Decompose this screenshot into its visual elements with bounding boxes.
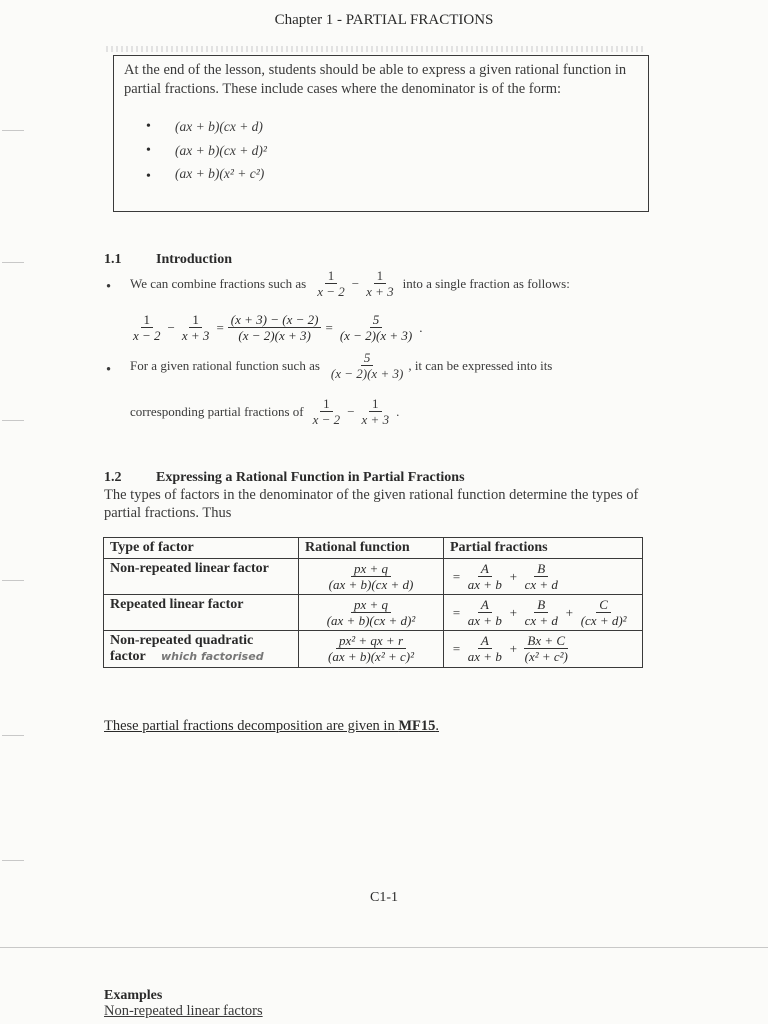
intro-text: For a given rational function such as xyxy=(130,357,320,373)
table-row xyxy=(104,631,643,668)
table-header-row xyxy=(104,538,643,559)
intro-line-2 xyxy=(130,350,552,381)
form-2: (ax + b)(cx + d)² xyxy=(175,143,267,158)
page-divider xyxy=(0,947,768,948)
rational-function: $\frac{px + q}{(ax + b)(cx + d)}$ xyxy=(299,559,444,595)
intro-text: , it can be expressed into its xyxy=(408,357,553,373)
intro-line-1: We can combine fractions such as $\frac{1}{x - 2}$ − $\frac{1}{x + 3}$ into a single fraction as follows: xyxy=(130,268,570,299)
factor-type: Repeated linear factor xyxy=(104,595,299,631)
examples-subheading: Non-repeated linear factors xyxy=(104,1003,263,1019)
combination-equation: $\frac{1}{x - 2}$ − $\frac{1}{x + 3}$ = $\frac{(x + 3) - (x - 2)}{(x - 2)(x + 3)}$ = $\frac{5}{(x - 2)(x + 3)}$ . xyxy=(128,312,424,343)
rational-function: $\frac{px + q}{\text{(ax + b)(cx + d)²}}$ xyxy=(299,595,444,631)
rational-function: $\frac{\text{px² + qx + r}}{\text{(ax + b)(x² + c)²}}$ xyxy=(299,631,444,668)
column-header: Partial fractions xyxy=(444,538,643,559)
section-body: The types of factors in the denominator of the given rational function determine the types of partial fractions. Thus xyxy=(104,487,639,521)
intro-line-3: corresponding partial fractions of $\frac{1}{x - 2}$ − $\frac{1}{x + 3}$ . xyxy=(130,396,400,427)
section-heading: Introduction xyxy=(156,252,232,267)
page-number: C1-1 xyxy=(370,890,398,905)
page-title: Chapter 1 - PARTIAL FRACTIONS xyxy=(274,12,494,28)
column-header: Type of factor xyxy=(104,538,299,559)
bullet: • xyxy=(146,119,151,134)
partial-fraction-form: = $\frac{A}{ax + b}$ + $\frac{B}{cx + d}$ xyxy=(444,559,643,595)
scan-noise xyxy=(106,46,644,52)
bullet: • xyxy=(146,143,151,158)
fraction: $\frac{1}{x - 2}$ xyxy=(317,268,345,299)
fraction: $\frac{5}{(x - 2)(x + 3)}$ xyxy=(330,350,404,381)
fraction: $\frac{1}{x - 2}$ xyxy=(133,312,161,343)
margin-tick xyxy=(2,860,24,861)
margin-tick xyxy=(2,130,24,131)
section-number: 1.2 xyxy=(104,470,122,485)
margin-tick xyxy=(2,735,24,736)
fraction: $\frac{1}{x + 3}$ xyxy=(181,312,210,343)
objectives-text: At the end of the lesson, students should be able to express a given rational function in partial fractions. These include cases where the denominator is of the form: xyxy=(124,62,627,97)
mf15-note: These partial fractions decomposition are given in MF15. xyxy=(104,718,440,734)
fraction: $\frac{1}{x - 2}$ xyxy=(312,396,341,427)
margin-tick xyxy=(2,580,24,581)
table-row xyxy=(104,559,643,595)
fraction: $\frac{1}{x + 3}$ xyxy=(361,396,390,427)
examples-heading: Examples xyxy=(104,988,163,1003)
partial-fraction-form: = $\frac{A}{ax + b}$ + $\frac{Bx + C}{\text{(x² + c²)}}$ xyxy=(444,631,643,668)
margin-tick xyxy=(2,262,24,263)
factor-type: Non-repeated linear factor xyxy=(104,559,299,595)
fraction: $\frac{5}{(x - 2)(x + 3)}$ xyxy=(339,312,413,343)
form-3: (ax + b)(x² + c²) xyxy=(175,166,265,181)
table-row xyxy=(104,595,643,631)
partial-fractions-table xyxy=(103,537,643,668)
intro-text: We can combine fractions such as xyxy=(130,275,307,291)
intro-text: into a single fraction as follows: xyxy=(402,275,570,291)
fraction: $\frac{1}{x + 3}$ xyxy=(366,268,394,299)
partial-fraction-form: = $\frac{A}{ax + b}$ + $\frac{B}{cx + d}$ + $\frac{C}{\text{(cx + d)²}}$ xyxy=(444,595,643,631)
column-header: Rational function xyxy=(299,538,444,559)
factor-type: Non-repeated quadratic factor which factorised xyxy=(104,631,299,668)
form-1: (ax + b)(cx + d) xyxy=(175,119,263,134)
fraction: $\frac{(x + 3) - (x - 2)}{(x - 2)(x + 3)}$ xyxy=(228,312,322,343)
handwritten-note: which factorised xyxy=(161,650,264,663)
section-number: 1.1 xyxy=(104,252,122,267)
section-heading: Expressing a Rational Function in Partial Fractions xyxy=(156,470,465,485)
bullet: • xyxy=(146,169,151,184)
margin-tick xyxy=(2,420,24,421)
bullet: • xyxy=(106,279,112,295)
bullet: • xyxy=(106,362,112,378)
intro-text: corresponding partial fractions of xyxy=(130,403,304,419)
